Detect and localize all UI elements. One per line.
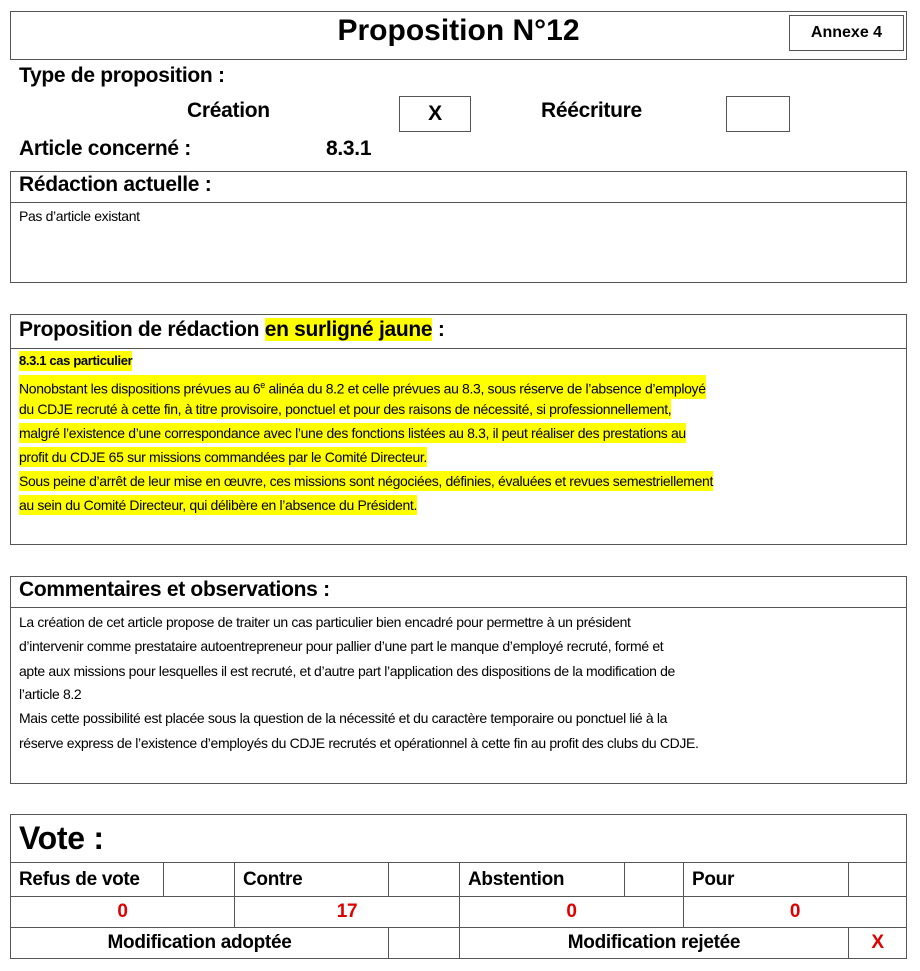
vote-label-pour: Pour — [684, 863, 849, 897]
current-heading: Rédaction actuelle : — [11, 172, 906, 203]
rejected-label: Modification rejetée — [460, 928, 849, 959]
proposal-heading — [11, 315, 906, 349]
type-label: Type de proposition : — [19, 64, 225, 87]
vote-value-refus: 0 — [11, 897, 235, 928]
proposal-line: Sous peine d’arrêt de leur mise en œuvre, ces missions sont négociées, définies, évaluées et revues semestriellement — [19, 473, 713, 489]
vote-heading: Vote : — [11, 815, 907, 863]
article-value: 8.3.1 — [326, 137, 372, 160]
proposal-heading-colon: : — [432, 318, 445, 341]
page-title: Proposition N°12 — [337, 14, 580, 47]
rewrite-label: Réécriture — [541, 99, 642, 122]
comment-line: réserve express de l’existence d’employés du CDJE recrutés et opérationnel à cette fin au profit des clubs du CDJE. — [19, 735, 699, 751]
annex-badge: Annexe 4 — [789, 15, 904, 51]
vote-value-pour: 0 — [684, 897, 907, 928]
vote-label-abstention: Abstention — [460, 863, 625, 897]
vote-empty-cell — [849, 863, 907, 897]
vote-value-abstention: 0 — [460, 897, 684, 928]
current-section — [10, 171, 907, 283]
vote-empty-cell — [164, 863, 235, 897]
superscript: e — [260, 380, 265, 390]
vote-value-contre: 17 — [235, 897, 460, 928]
rejected-mark: X — [849, 928, 907, 959]
vote-section — [10, 814, 907, 959]
rewrite-checkbox[interactable] — [726, 96, 790, 132]
proposal-line: du CDJE recruté à cette fin, à titre provisoire, ponctuel et pour des raisons de nécessité, si professionnellement, — [19, 401, 672, 417]
adopted-mark — [389, 928, 460, 959]
proposal-line-part: alinéa du 8.2 et celle prévues au 8.3, sous réserve de l’absence d’employé — [264, 380, 706, 397]
comment-line: d’intervenir comme prestataire autoentrepreneur pour pallier d’une part le manque d’employé recruté, formé et — [19, 638, 664, 654]
article-label: Article concerné : — [19, 137, 191, 160]
vote-empty-cell — [389, 863, 460, 897]
proposal-line — [19, 375, 706, 399]
comment-line: La création de cet article propose de traiter un cas particulier bien encadré pour permettre à un président — [19, 614, 631, 630]
proposal-line: au sein du Comité Directeur, qui délibère en l’absence du Président. — [19, 497, 418, 513]
proposal-line-part: Nonobstant les dispositions prévues au 6 — [19, 380, 261, 397]
vote-label-refus: Refus de vote — [11, 863, 164, 897]
proposal-line: malgré l’existence d’une correspondance avec l’une des fonctions listées au 8.3, il peut réaliser des prestations au — [19, 425, 686, 441]
current-text: Pas d’article existant — [19, 208, 140, 224]
comment-line: Mais cette possibilité est placée sous la question de la nécessité et du caractère temporaire ou ponctuel lié à la — [19, 710, 668, 726]
comment-line: l’article 8.2 — [19, 686, 82, 702]
proposal-subtitle: 8.3.1 cas particulier — [19, 351, 132, 371]
comments-section — [10, 576, 907, 784]
proposal-section — [10, 314, 907, 545]
proposal-heading-text: Proposition de rédaction — [19, 318, 265, 341]
comment-line: apte aux missions pour lesquelles il est recruté, et d’autre part l’application des dispositions de la modification de — [19, 663, 675, 679]
vote-empty-cell — [625, 863, 684, 897]
proposal-heading-highlight: en surligné jaune — [264, 318, 433, 341]
creation-checkbox[interactable]: X — [399, 96, 471, 132]
vote-label-contre: Contre — [235, 863, 389, 897]
comments-heading: Commentaires et observations : — [11, 577, 906, 608]
proposal-line: profit du CDJE 65 sur missions commandées par le Comité Directeur. — [19, 449, 427, 465]
creation-label: Création — [187, 99, 270, 122]
adopted-label: Modification adoptée — [11, 928, 389, 959]
